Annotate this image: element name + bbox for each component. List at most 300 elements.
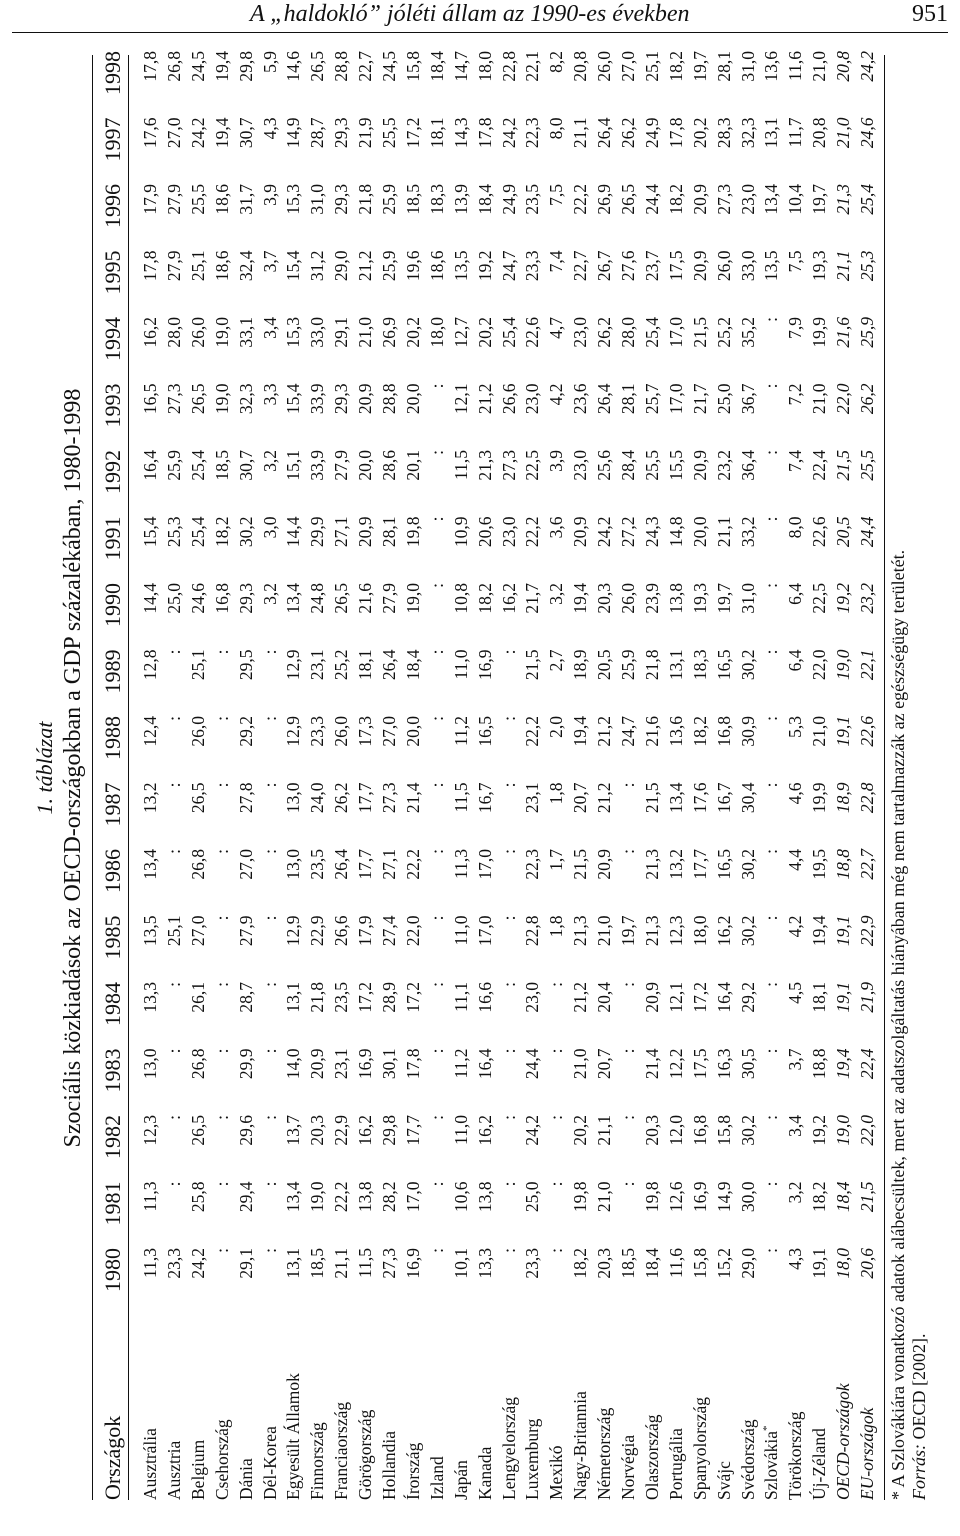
value-cell: : [426, 782, 447, 788]
value-cell: 29,3 [235, 583, 256, 614]
value-cell: 11,6 [665, 1248, 686, 1278]
value-cell: 21,8 [307, 982, 328, 1013]
value-cell: 11,7 [785, 117, 806, 148]
value-cell: 21,0 [355, 317, 376, 348]
value-cell: 18,2 [474, 583, 495, 614]
year-column-header: 1990 [100, 583, 125, 627]
value-cell: 20,4 [594, 982, 615, 1013]
table-row [140, 51, 161, 1500]
country-label: Új-Zéland [809, 1428, 830, 1500]
table-row [761, 51, 782, 1500]
value-cell: 11,0 [450, 1115, 471, 1145]
value-cell: : [546, 1048, 567, 1054]
value-cell: 22,9 [857, 915, 877, 947]
value-cell: 16,5 [474, 716, 495, 747]
value-cell: 27,8 [235, 782, 256, 814]
value-cell: 13,4 [283, 583, 304, 614]
value-cell: 19,7 [689, 51, 710, 82]
value-cell: 21,2 [594, 716, 615, 747]
value-cell: 21,3 [641, 915, 662, 947]
value-cell: 27,1 [379, 849, 399, 880]
table-row [187, 51, 209, 1500]
value-cell: 3,4 [259, 317, 280, 339]
value-cell: 17,0 [402, 1181, 423, 1213]
value-cell: 16,9 [355, 1048, 376, 1080]
value-cell: 20,0 [402, 716, 423, 747]
value-cell: : [426, 716, 447, 721]
value-cell: 15,4 [283, 383, 304, 415]
value-cell: 22,3 [522, 117, 543, 149]
value-cell: 31,0 [737, 51, 758, 82]
country-label: Finnország [307, 1422, 328, 1500]
value-cell: : [259, 849, 280, 854]
value-cell: 1,7 [546, 849, 567, 871]
value-cell: 7,5 [546, 184, 567, 206]
value-cell: 30,2 [737, 849, 758, 880]
value-cell: 21,1 [570, 117, 591, 149]
country-label: Luxemburg [522, 1418, 543, 1500]
table-row [163, 51, 185, 1500]
value-cell: 17,0 [474, 849, 495, 880]
value-cell: 26,0 [187, 716, 208, 747]
value-cell: 4,6 [785, 782, 806, 805]
value-cell: 24,0 [307, 782, 328, 814]
value-cell: 12,2 [665, 1048, 686, 1080]
value-cell: 36,4 [737, 450, 758, 481]
value-cell: 11,3 [140, 1181, 160, 1212]
value-cell: 18,4 [474, 184, 495, 215]
source-note [909, 1333, 930, 1500]
table-row [689, 51, 711, 1500]
value-cell: 25,4 [641, 317, 662, 348]
value-cell: 21,5 [857, 1181, 877, 1213]
country-name [307, 1315, 328, 1500]
value-cell: 24,2 [522, 1115, 543, 1146]
value-cell: 19,0 [307, 1181, 328, 1213]
value-cell: 26,5 [331, 583, 352, 614]
value-cell: 23,7 [641, 250, 662, 282]
value-cell: 13,2 [140, 782, 160, 814]
value-cell: 22,3 [522, 849, 543, 880]
value-cell: 13,8 [665, 583, 686, 614]
value-cell: 17,7 [402, 1115, 423, 1146]
value-cell: 19,9 [809, 782, 830, 814]
country-name [188, 1315, 209, 1500]
value-cell: 25,9 [379, 250, 399, 282]
value-cell: 27,4 [379, 915, 399, 947]
value-cell: 17,9 [355, 915, 376, 947]
year-column-header: 1993 [100, 383, 125, 428]
value-cell: : [498, 1181, 519, 1187]
value-cell: 33,1 [235, 317, 256, 348]
value-cell: 16,2 [713, 915, 734, 947]
value-cell: 20,2 [570, 1115, 591, 1146]
country-name [833, 1315, 854, 1500]
value-cell: 18,4 [641, 1248, 662, 1279]
value-cell: : [211, 849, 232, 854]
value-cell: : [498, 849, 519, 854]
value-cell: 10,6 [450, 1181, 471, 1213]
value-cell: 29,2 [737, 982, 758, 1013]
value-cell: 14,9 [283, 117, 304, 149]
value-cell: 13,6 [665, 716, 686, 747]
value-cell: 17,6 [689, 782, 710, 814]
value-cell: : [426, 982, 447, 987]
value-cell: 27,3 [379, 782, 399, 814]
value-cell: 11,5 [355, 1248, 376, 1278]
value-cell: 22,2 [522, 516, 543, 548]
year-column-header: 1991 [100, 516, 125, 561]
value-cell: 3,4 [785, 1115, 806, 1137]
value-cell: 17,7 [689, 849, 710, 880]
value-cell: 2,0 [546, 716, 567, 738]
value-cell: 26,4 [594, 383, 615, 415]
year-column-header: 1994 [100, 317, 125, 361]
value-cell: : [426, 450, 447, 455]
value-cell: 22,2 [402, 849, 423, 880]
value-cell: 29,0 [331, 250, 352, 282]
value-cell: 20,0 [689, 516, 710, 548]
country-label: Hollandia [379, 1430, 399, 1500]
value-cell: 24,4 [641, 184, 662, 215]
value-cell: 3,6 [546, 516, 567, 539]
value-cell: 19,0 [833, 1115, 854, 1146]
value-cell: 13,0 [283, 849, 304, 880]
country-label: Ausztria [163, 1440, 184, 1500]
country-label: Svédország [737, 1419, 758, 1500]
value-cell: 16,9 [689, 1181, 710, 1213]
value-cell: 24,7 [618, 716, 638, 747]
value-cell: 32,4 [235, 250, 256, 282]
value-cell: 13,6 [761, 51, 782, 82]
value-cell: 19,1 [809, 1248, 830, 1279]
value-cell: 16,7 [474, 782, 495, 814]
value-cell: 18,5 [402, 184, 423, 215]
country-name [546, 1315, 567, 1500]
value-cell: : [426, 1248, 447, 1253]
value-cell: 30,0 [737, 1181, 758, 1213]
value-cell: 17,8 [665, 117, 686, 149]
value-cell: : [259, 915, 280, 921]
value-cell: 21,3 [474, 450, 495, 481]
value-cell: 18,4 [402, 649, 423, 681]
value-cell: 13,4 [140, 849, 160, 880]
value-cell: 27,6 [618, 250, 638, 282]
value-cell: : [163, 716, 184, 721]
value-cell: 22,4 [809, 450, 830, 481]
value-cell: 26,6 [498, 383, 519, 415]
value-cell: 16,9 [474, 649, 495, 681]
value-cell: 3,2 [259, 583, 280, 605]
value-cell: 28,4 [618, 450, 638, 481]
value-cell: : [546, 1181, 567, 1187]
value-cell: 16,2 [140, 317, 160, 348]
country-label: Japán [450, 1460, 471, 1500]
year-column-header: 1985 [100, 915, 125, 960]
value-cell: 27,9 [235, 915, 256, 947]
value-cell: 20,0 [355, 450, 376, 481]
year-column-header: 1982 [100, 1115, 125, 1159]
value-cell: 25,0 [163, 583, 184, 614]
value-cell: 15,3 [283, 317, 304, 348]
value-cell: 22,2 [522, 716, 543, 747]
value-cell: 21,6 [833, 317, 854, 348]
value-cell: 26,7 [594, 250, 615, 282]
value-cell: 25,3 [163, 516, 184, 548]
value-cell: 20,0 [402, 383, 423, 415]
value-cell: 18,2 [665, 51, 686, 82]
value-cell: : [211, 716, 232, 721]
value-cell: 22,6 [522, 317, 543, 348]
value-cell: 28,3 [713, 117, 734, 149]
country-name [212, 1315, 233, 1500]
value-cell: 21,2 [570, 982, 591, 1013]
country-name [714, 1315, 735, 1500]
header-rule [12, 32, 948, 33]
country-name [666, 1315, 687, 1500]
table-row [546, 51, 567, 1500]
value-cell: 27,9 [331, 450, 352, 481]
value-cell: 13,4 [761, 184, 782, 215]
value-cell: 21,6 [641, 716, 662, 747]
value-cell: 18,9 [570, 649, 591, 681]
country-label: Olaszország [641, 1414, 662, 1500]
value-cell: 13,4 [283, 1181, 304, 1213]
value-cell: 22,0 [809, 649, 830, 681]
value-cell: 18,3 [689, 649, 710, 681]
value-cell: : [761, 782, 782, 788]
value-cell: 22,8 [522, 915, 543, 947]
value-cell: 24,2 [594, 516, 615, 548]
value-cell: 29,3 [331, 383, 352, 415]
value-cell: 26,5 [618, 184, 638, 215]
value-cell: 20,2 [689, 117, 710, 149]
value-cell: 23,1 [331, 1048, 352, 1080]
value-cell: 22,5 [522, 450, 543, 481]
value-cell: 30,2 [737, 915, 758, 947]
country-name [403, 1315, 424, 1500]
country-name [809, 1315, 830, 1500]
value-cell: 17,7 [355, 849, 376, 880]
value-cell: 35,2 [737, 317, 758, 348]
country-label: Portugália [665, 1428, 686, 1500]
value-cell: 13,8 [355, 1181, 376, 1213]
value-cell: 3,3 [259, 383, 280, 406]
value-cell: 28,1 [713, 51, 734, 82]
value-cell: 6,4 [785, 583, 806, 605]
year-column-header: 1986 [100, 849, 125, 893]
value-cell: : [211, 782, 232, 788]
value-cell: 21,9 [857, 982, 877, 1013]
year-column-header: 1992 [100, 450, 125, 494]
value-cell: 26,2 [618, 117, 638, 149]
value-cell: 12,1 [665, 982, 686, 1013]
table-row [570, 51, 591, 1500]
value-cell: 26,6 [331, 915, 352, 947]
value-cell: 23,0 [522, 383, 543, 415]
value-cell: 28,9 [379, 982, 399, 1013]
value-cell: 22,5 [809, 583, 830, 614]
value-cell: 14,8 [665, 516, 686, 548]
value-cell: 28,1 [618, 383, 638, 415]
value-cell: 32,3 [737, 117, 758, 149]
country-name [618, 1315, 639, 1500]
value-cell: 16,4 [140, 450, 160, 481]
table-row [618, 51, 639, 1500]
value-cell: 28,8 [331, 51, 352, 82]
value-cell: : [618, 1115, 638, 1120]
value-cell: 18,8 [809, 1048, 830, 1080]
value-cell: 21,3 [570, 915, 591, 947]
value-cell: 23,1 [307, 649, 328, 681]
value-cell: 21,8 [641, 649, 662, 681]
value-cell: 11,6 [785, 51, 806, 81]
value-cell: 21,6 [355, 583, 376, 614]
value-cell: 22,2 [570, 184, 591, 215]
value-cell: 24,2 [857, 51, 877, 82]
value-cell: 13,1 [665, 649, 686, 681]
value-cell: 27,9 [163, 250, 184, 282]
value-cell: 28,8 [379, 383, 399, 415]
value-cell: 24,9 [641, 117, 662, 149]
value-cell: : [211, 649, 232, 655]
value-cell: 13,1 [283, 1248, 304, 1279]
value-cell: 11,0 [450, 915, 471, 946]
value-cell: : [211, 1115, 232, 1120]
value-cell: 23,0 [498, 516, 519, 548]
country-column-header: Országok [100, 1415, 125, 1500]
value-cell: 5,9 [259, 51, 280, 73]
value-cell: 17,2 [355, 982, 376, 1013]
value-cell: 25,5 [379, 117, 399, 149]
country-name [761, 1315, 782, 1500]
value-cell: 13,2 [665, 849, 686, 880]
value-cell: : [546, 1115, 567, 1120]
value-cell: 12,7 [450, 317, 471, 348]
value-cell: 33,0 [307, 317, 328, 348]
value-cell: 20,1 [402, 450, 423, 481]
value-cell: 20,2 [402, 317, 423, 348]
value-cell: 20,9 [307, 1048, 328, 1080]
table-row [857, 51, 878, 1500]
table-row [426, 51, 448, 1500]
value-cell: 30,2 [737, 1115, 758, 1146]
value-cell: 25,7 [641, 383, 662, 415]
value-cell: 26,2 [594, 317, 615, 348]
value-cell: 17,8 [140, 51, 160, 82]
value-cell: 25,2 [331, 649, 352, 681]
value-cell: 15,8 [713, 1115, 734, 1146]
value-cell: 36,7 [737, 383, 758, 415]
value-cell: 18,2 [665, 184, 686, 215]
country-name [140, 1315, 161, 1500]
table-row [402, 51, 424, 1500]
value-cell: : [426, 583, 447, 588]
value-cell: : [618, 1181, 638, 1187]
value-cell: 22,8 [857, 782, 877, 814]
value-cell: 25,4 [187, 516, 208, 548]
value-cell: 13,4 [665, 782, 686, 814]
country-name [522, 1315, 543, 1500]
value-cell: 25,5 [641, 450, 662, 481]
value-cell: : [426, 915, 447, 921]
value-cell: 25,1 [163, 915, 184, 947]
value-cell: : [761, 516, 782, 522]
value-cell: 24,2 [187, 117, 208, 149]
value-cell: : [426, 383, 447, 389]
value-cell: 28,7 [307, 117, 328, 149]
value-cell: : [498, 1248, 519, 1253]
value-cell: 25,0 [522, 1181, 543, 1213]
value-cell: 16,4 [474, 1048, 495, 1080]
value-cell: 20,7 [570, 782, 591, 814]
value-cell: 24,8 [307, 583, 328, 614]
value-cell: : [761, 716, 782, 721]
country-label: Nagy-Britannia [570, 1391, 591, 1500]
value-cell: 12,4 [140, 716, 160, 747]
value-cell: 20,3 [641, 1115, 662, 1146]
value-cell: 3,2 [259, 450, 280, 472]
value-cell: 16,2 [498, 583, 519, 614]
value-cell: 23,9 [641, 583, 662, 614]
value-cell: : [211, 1248, 232, 1253]
source-text: OECD [2002]. [909, 1333, 929, 1440]
country-name [379, 1315, 400, 1500]
country-name [451, 1315, 472, 1500]
value-cell: 19,4 [570, 716, 591, 747]
value-cell: 24,5 [187, 51, 208, 82]
value-cell: : [426, 1048, 447, 1054]
value-cell: : [761, 383, 782, 389]
value-cell: 8,0 [546, 117, 567, 140]
value-cell: 6,4 [785, 649, 806, 672]
value-cell: 21,1 [833, 250, 854, 282]
value-cell: 19,1 [833, 716, 854, 747]
value-cell: 4,7 [546, 317, 567, 339]
value-cell: 20,7 [594, 1048, 615, 1080]
value-cell: 27,3 [498, 450, 519, 481]
country-label: EU-országok [857, 1407, 877, 1500]
value-cell: 13,5 [761, 250, 782, 282]
value-cell: 23,2 [857, 583, 877, 614]
value-cell: : [761, 1181, 782, 1187]
value-cell: 18,8 [833, 849, 854, 880]
value-cell: 26,1 [187, 982, 208, 1013]
value-cell: 18,1 [355, 649, 376, 681]
value-cell: 13,8 [474, 1181, 495, 1213]
value-cell: 19,7 [618, 915, 638, 947]
value-cell: 30,2 [235, 516, 256, 548]
value-cell: 26,4 [331, 849, 352, 880]
value-cell: 21,0 [809, 51, 830, 82]
country-name [427, 1315, 448, 1500]
value-cell: : [259, 716, 280, 721]
value-cell: 11,2 [450, 1048, 471, 1079]
value-cell: 19,1 [833, 915, 854, 947]
value-cell: 33,2 [737, 516, 758, 548]
country-label: Ausztrália [140, 1428, 160, 1500]
value-cell: 25,5 [187, 184, 208, 215]
value-cell: 31,0 [307, 184, 328, 215]
value-cell: 19,4 [211, 117, 232, 149]
value-cell: 3,7 [785, 1048, 806, 1071]
value-cell: 20,9 [641, 982, 662, 1013]
value-cell: 19,4 [809, 915, 830, 947]
value-cell: 17,8 [140, 250, 160, 282]
value-cell: 18,5 [211, 450, 232, 481]
table-row [641, 51, 663, 1500]
value-cell: 23,1 [522, 782, 543, 814]
